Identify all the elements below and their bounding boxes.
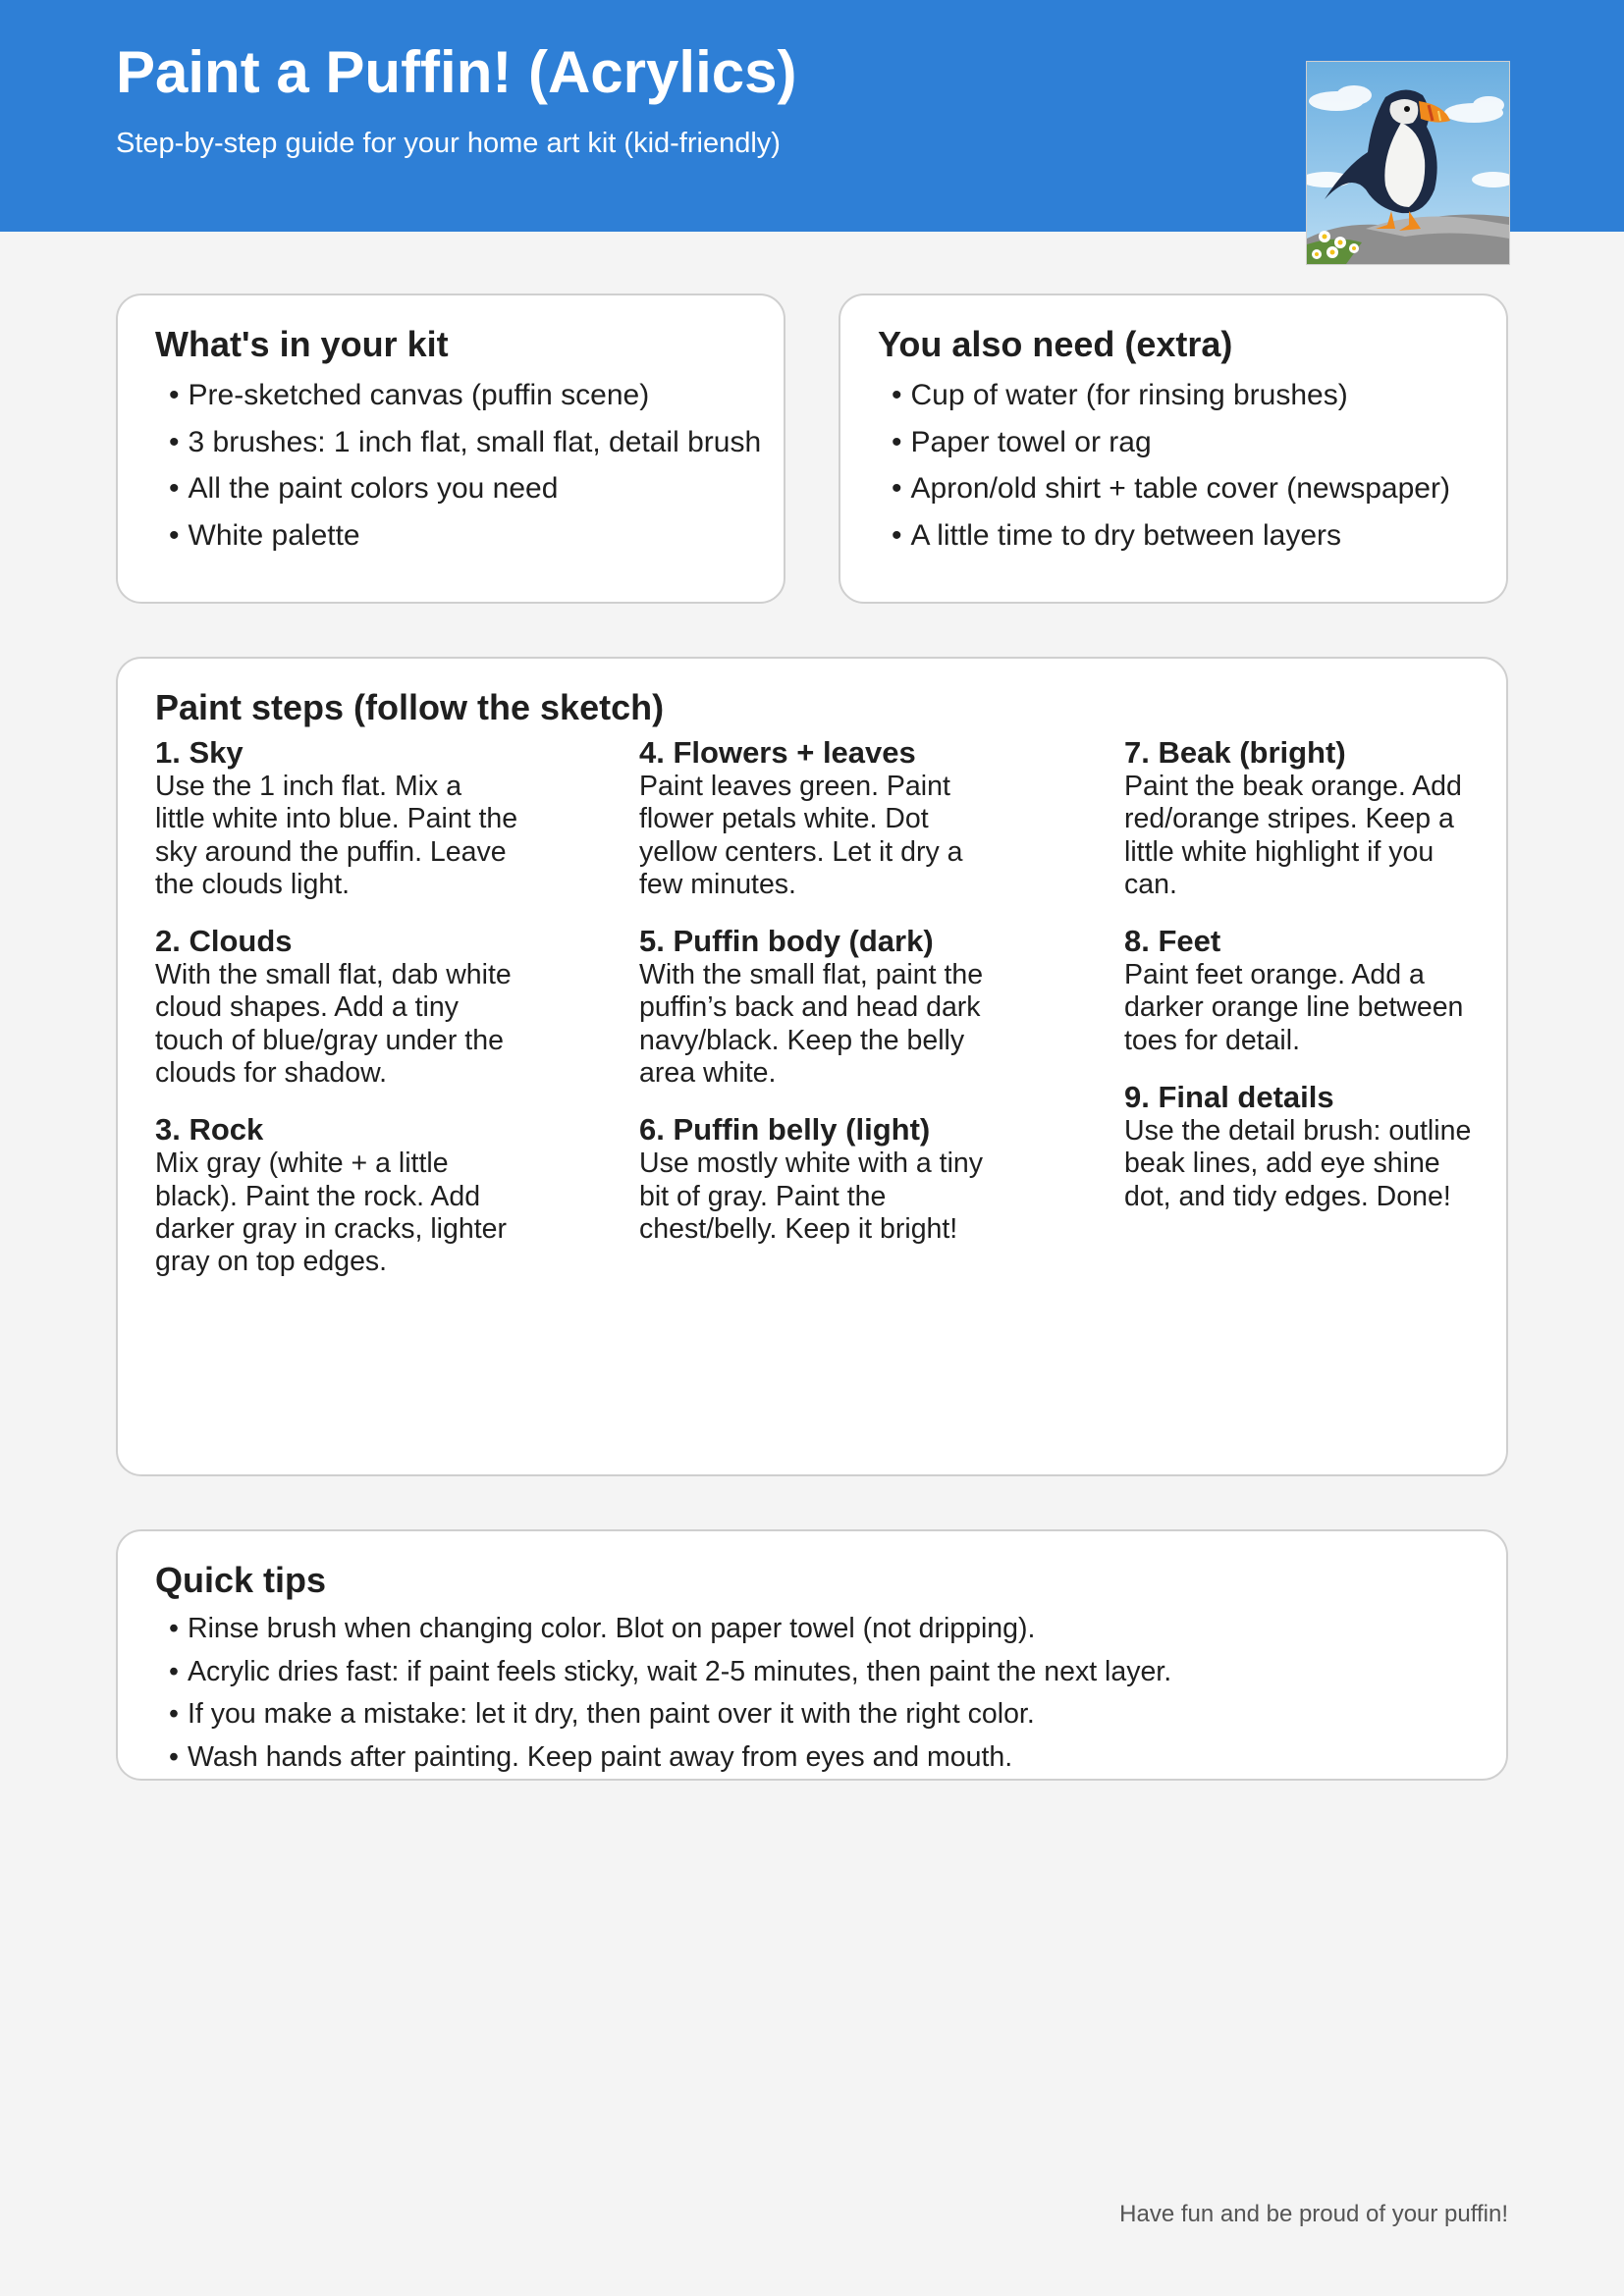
step-text: Use the detail brush: outline beak lines, add eye shine dot, and tidy edges. Done! (1124, 1115, 1472, 1212)
step-text: With the small flat, dab white cloud shapes. Add a tiny touch of blue/gray under the clouds for shadow. (155, 959, 512, 1090)
page-subtitle: Step-by-step guide for your home art kit (kid-friendly) (116, 128, 781, 159)
steps-column-2 (639, 734, 1002, 1267)
kit-card (116, 294, 785, 604)
list-item: • Rinse brush when changing color. Blot on paper towel (not dripping). (169, 1608, 1171, 1651)
list-item: • If you make a mistake: let it dry, then paint over it with the right color. (169, 1693, 1171, 1736)
steps-heading: Paint steps (follow the sketch) (155, 687, 665, 727)
list-item: • A little time to dry between layers (892, 512, 1450, 560)
puffin-thumbnail-image (1306, 61, 1510, 265)
extra-heading: You also need (extra) (878, 324, 1233, 364)
page-title: Paint a Puffin! (Acrylics) (116, 39, 797, 105)
steps-column-1 (155, 734, 518, 1301)
step-text: Use mostly white with a tiny bit of gray. Paint the chest/belly. Keep it bright! (639, 1148, 984, 1245)
step-item (155, 1111, 518, 1278)
step-title: 5. Puffin body (dark) (639, 924, 934, 959)
tips-card (116, 1529, 1508, 1781)
step-title: 2. Clouds (155, 924, 293, 959)
step-text: Paint feet orange. Add a darker orange line between toes for detail. (1124, 959, 1464, 1056)
list-item: • 3 brushes: 1 inch flat, small flat, detail brush (169, 419, 761, 466)
list-item: • Cup of water (for rinsing brushes) (892, 372, 1450, 419)
list-item: • Wash hands after painting. Keep paint away from eyes and mouth. (169, 1736, 1171, 1780)
step-item (155, 923, 518, 1090)
list-item: • White palette (169, 512, 761, 560)
step-title: 7. Beak (bright) (1124, 735, 1346, 770)
extra-card (839, 294, 1508, 604)
step-title: 3. Rock (155, 1112, 264, 1148)
step-title: 4. Flowers + leaves (639, 735, 916, 770)
puffin-illustration (1307, 62, 1509, 264)
tips-heading: Quick tips (155, 1560, 327, 1600)
kit-list (169, 372, 761, 559)
step-title: 6. Puffin belly (light) (639, 1112, 931, 1148)
tips-list (169, 1608, 1171, 1779)
step-text: Paint leaves green. Paint flower petals white. Dot yellow centers. Let it dry a few minutes. (639, 771, 963, 900)
step-item (1124, 734, 1488, 901)
step-title: 1. Sky (155, 735, 244, 770)
step-title: 8. Feet (1124, 924, 1221, 959)
step-text: Use the 1 inch flat. Mix a little white into blue. Paint the sky around the puffin. Leave the clouds light. (155, 771, 518, 900)
steps-column-3 (1124, 734, 1488, 1235)
list-item: • Pre-sketched canvas (puffin scene) (169, 372, 761, 419)
step-item (155, 734, 518, 901)
step-item (1124, 923, 1488, 1057)
step-item (639, 734, 1002, 901)
list-item: • All the paint colors you need (169, 465, 761, 512)
list-item: • Apron/old shirt + table cover (newspaper) (892, 465, 1450, 512)
list-item: • Paper towel or rag (892, 419, 1450, 466)
extra-list (892, 372, 1450, 559)
kit-heading: What's in your kit (155, 324, 449, 364)
list-item: • Acrylic dries fast: if paint feels sticky, wait 2-5 minutes, then paint the next layer. (169, 1651, 1171, 1694)
step-text: With the small flat, paint the puffin’s back and head dark navy/black. Keep the belly area white. (639, 959, 984, 1090)
footer-note: Have fun and be proud of your puffin! (1119, 2201, 1508, 2227)
step-item (1124, 1079, 1488, 1213)
step-text: Paint the beak orange. Add red/orange stripes. Keep a little white highlight if you can. (1124, 771, 1462, 900)
step-text: Mix gray (white + a little black). Paint the rock. Add darker gray in cracks, lighter gray on top edges. (155, 1148, 507, 1278)
step-title: 9. Final details (1124, 1080, 1334, 1115)
step-item (639, 923, 1002, 1090)
step-item (639, 1111, 1002, 1246)
